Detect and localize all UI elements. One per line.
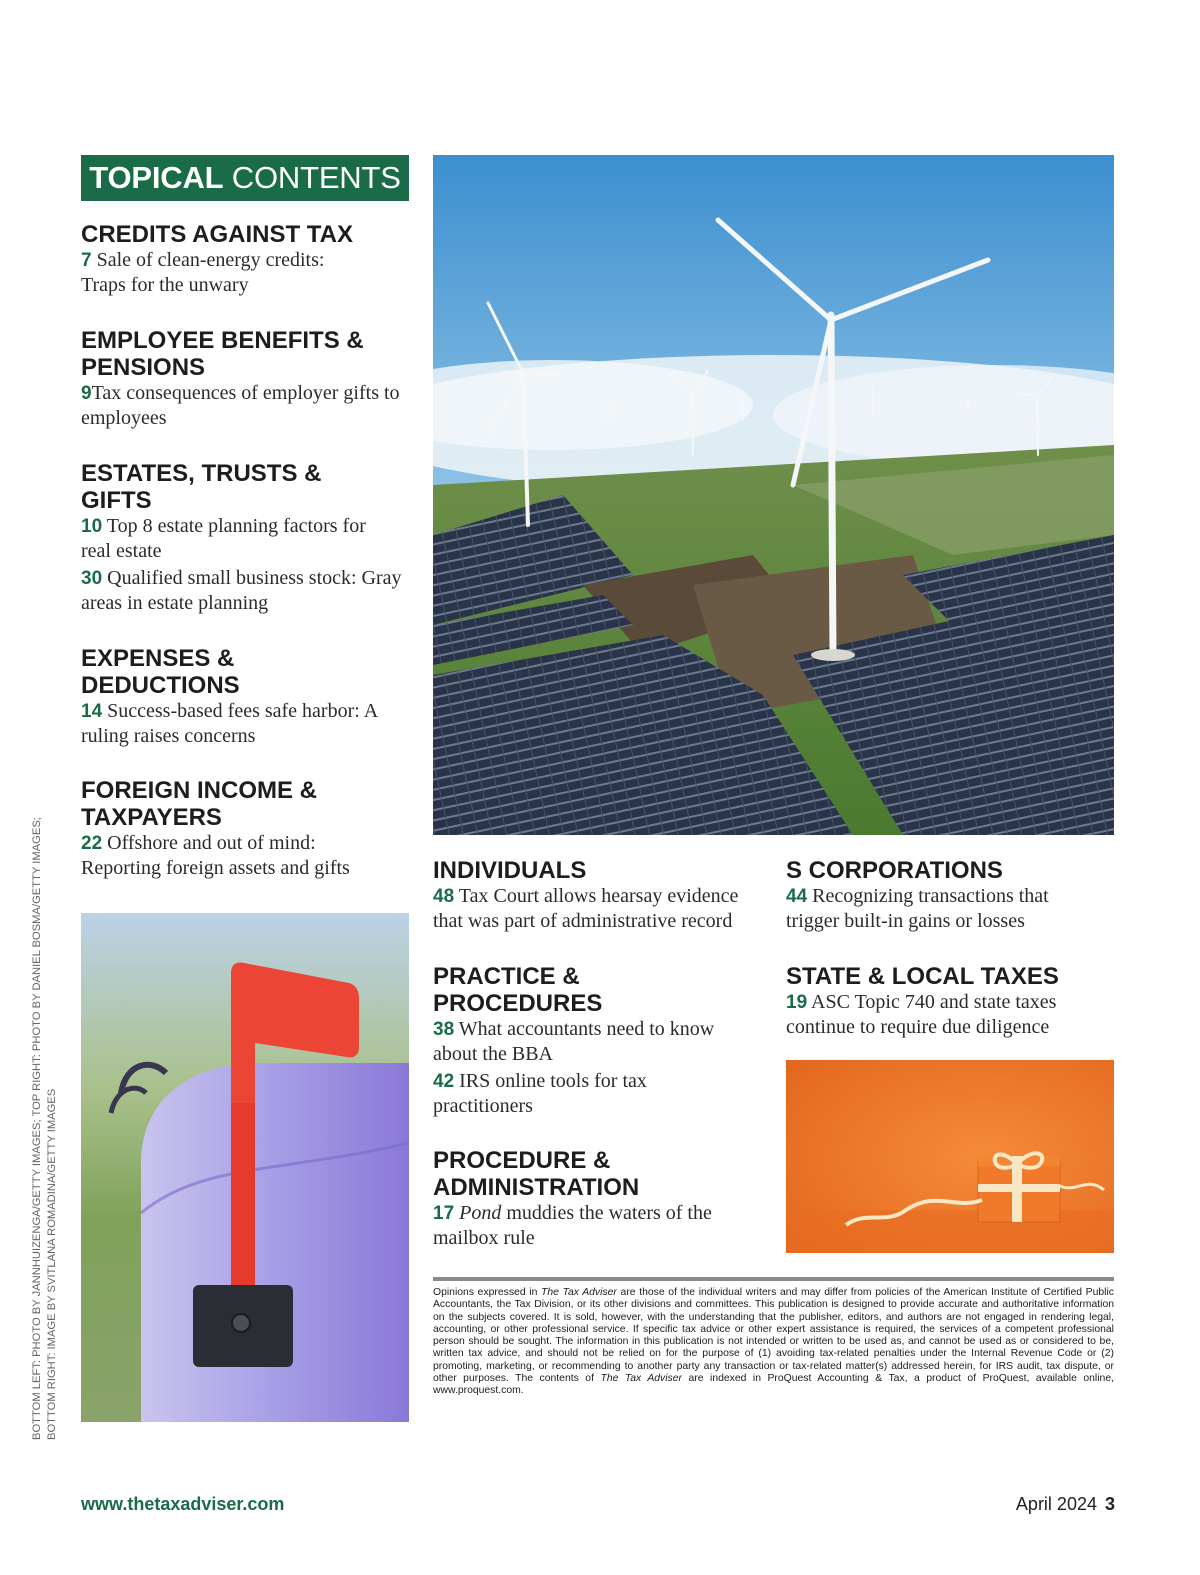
- disclaimer-part: Opinions expressed in: [433, 1287, 542, 1298]
- entry-title: muddies the waters of the mailbox rule: [433, 1202, 712, 1249]
- disclaimer-part: are those of the individual writers and may differ from policies of the American Institute of Certified Public Accountants, the Tax Division, or its other divisions and committees. This publication is designed to provide accurate and authoritative information on the subjects covered. It is sold, however, with the understanding that the publisher, editors, and authors are not engaged in rendering legal, accounting, or other professional service. If specific tax advice or other expert assistance is required, the services of a competent professional person should be sought. The information in this publication is not intended or written to be used as, and cannot be used as or considered to be, written tax advice, and should not be relied on for the purpose of (1) avoiding tax-related penalties under the Internal Revenue Code or (2) promoting, marketing, or recommending to another party any transaction or tax-related matter(s) addressed herein, for IRS audit, tax dispute, or other purposes. The contents of: [433, 1287, 1114, 1385]
- section-expenses: [81, 645, 421, 749]
- category-heading: ESTATES, TRUSTS & GIFTS: [81, 460, 322, 514]
- category-heading: PROCEDURE & ADMINISTRATION: [433, 1147, 640, 1201]
- footer-date: [1016, 1494, 1115, 1515]
- section-s-corporations: [786, 857, 1086, 934]
- toc-entry[interactable]: [81, 248, 351, 298]
- toc-entry[interactable]: [433, 884, 763, 934]
- page-number: 30: [81, 568, 103, 589]
- footer-url-link[interactable]: www.thetaxadviser.com: [81, 1494, 285, 1514]
- publication-name: The Tax Adviser: [541, 1287, 617, 1298]
- toc-entry[interactable]: [433, 1017, 743, 1067]
- toc-entry[interactable]: [433, 1069, 673, 1119]
- section-employee-benefits: [81, 327, 411, 431]
- toc-entry[interactable]: [81, 514, 391, 564]
- banner-bold: TOPICAL: [89, 160, 224, 195]
- toc-entry[interactable]: [433, 1201, 733, 1251]
- category-heading: FOREIGN INCOME & TAXPAYERS: [81, 777, 318, 831]
- entry-title: Qualified small business stock: Gray areas in estate planning: [81, 567, 402, 614]
- entry-title: Tax consequences of employer gifts to employees: [81, 382, 400, 429]
- disclaimer-text: [433, 1287, 1114, 1398]
- section-practice: [433, 963, 743, 1119]
- divider-rule: [433, 1277, 1114, 1281]
- entry-title: Top 8 estate planning factors for real estate: [81, 515, 366, 562]
- toc-entry[interactable]: [81, 381, 411, 431]
- page-number: 48: [433, 886, 455, 907]
- category-heading: STATE & LOCAL TAXES: [786, 963, 1059, 990]
- photo-credit-line: BOTTOM RIGHT: IMAGE BY SVITLANA ROMADINA/GETTY IMAGES: [46, 1088, 58, 1440]
- gift-box-orange-photo: [786, 1060, 1114, 1253]
- category-heading: CREDITS AGAINST TAX: [81, 221, 354, 248]
- entry-title: Tax Court allows hearsay evidence that was part of administrative record: [433, 885, 739, 932]
- section-individuals: [433, 857, 763, 934]
- mailbox-red-flag-photo: [81, 913, 409, 1422]
- banner-light: CONTENTS: [231, 160, 401, 195]
- page-number: 9: [81, 383, 92, 404]
- page-number: 44: [786, 886, 808, 907]
- section-state-local: [786, 963, 1116, 1040]
- entry-title: ASC Topic 740 and state taxes continue to require due diligence: [786, 991, 1057, 1038]
- toc-entry[interactable]: [786, 990, 1076, 1040]
- page-number: 7: [81, 250, 92, 271]
- publication-name: The Tax Adviser: [600, 1373, 682, 1385]
- page-number: 17: [433, 1203, 455, 1224]
- category-heading: PRACTICE & PROCEDURES: [433, 963, 603, 1017]
- section-procedure: [433, 1147, 733, 1251]
- entry-title: Offshore and out of mind: Reporting foreign assets and gifts: [81, 832, 350, 879]
- page-number: 22: [81, 833, 103, 854]
- toc-entry[interactable]: [786, 884, 1076, 934]
- toc-entry[interactable]: [81, 831, 371, 881]
- category-heading: INDIVIDUALS: [433, 857, 587, 884]
- entry-title: What accountants need to know about the BBA: [433, 1018, 715, 1065]
- entry-title-italic: Pond: [459, 1202, 502, 1224]
- entry-title: IRS online tools for tax practitioners: [433, 1070, 647, 1117]
- section-credits: [81, 221, 421, 298]
- toc-entry[interactable]: [81, 699, 381, 749]
- category-heading: EMPLOYEE BENEFITS & PENSIONS: [81, 327, 364, 381]
- entry-title: Sale of clean-energy credits: Traps for the unwary: [81, 249, 325, 296]
- section-foreign: [81, 777, 421, 881]
- page-number-footer: 3: [1104, 1494, 1115, 1514]
- disclaimer-part: are indexed in ProQuest Accounting & Tax, a product of ProQuest, available online, www.proquest.com.: [433, 1373, 1114, 1397]
- category-heading: S CORPORATIONS: [786, 857, 1003, 884]
- page-number: 19: [786, 992, 808, 1013]
- page-number: 38: [433, 1019, 455, 1040]
- page-number: 14: [81, 701, 103, 722]
- entry-title: Success-based fees safe harbor: A ruling raises concerns: [81, 700, 378, 747]
- section-banner: [81, 155, 409, 201]
- photo-credit: [30, 800, 66, 1440]
- page-number: 42: [433, 1071, 455, 1092]
- entry-title: Recognizing transactions that trigger built-in gains or losses: [786, 885, 1049, 932]
- issue-date: April 2024: [1015, 1494, 1097, 1514]
- section-estates: [81, 460, 421, 616]
- wind-turbines-solar-farm-photo: [433, 155, 1114, 835]
- page-number: 10: [81, 516, 103, 537]
- toc-entry[interactable]: [81, 566, 416, 616]
- photo-credit-line: BOTTOM LEFT: PHOTO BY JANNHUIZENGA/GETTY IMAGES; TOP RIGHT: PHOTO BY DANIEL BOSMA/GETTY IMAGES;: [31, 817, 43, 1440]
- category-heading: EXPENSES & DEDUCTIONS: [81, 645, 240, 699]
